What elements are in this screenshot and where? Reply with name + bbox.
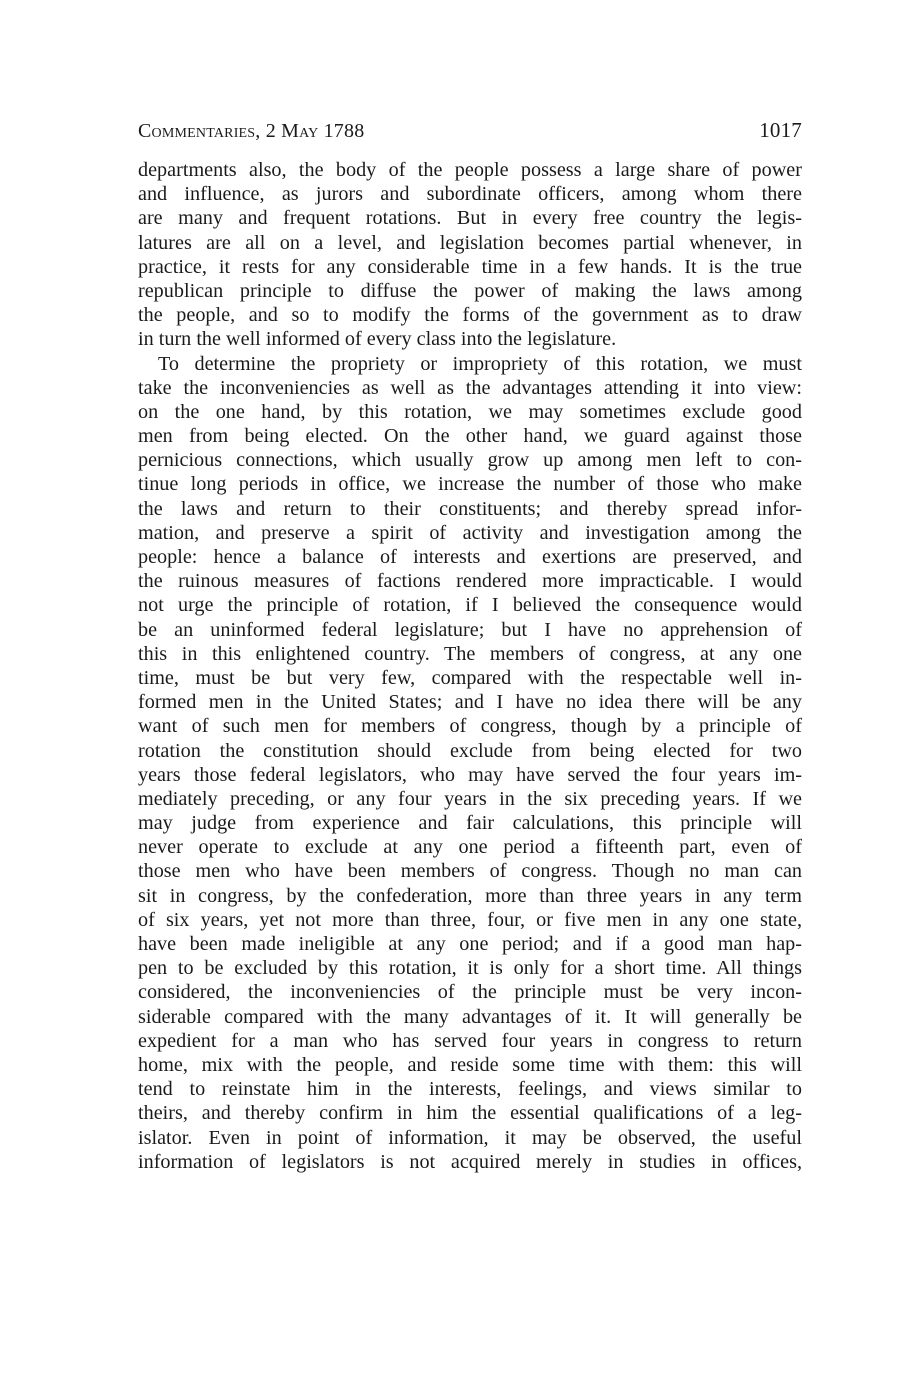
text-line: have been made ineligible at any one period; and if a good man hap- xyxy=(138,933,802,955)
text-line: pernicious connections, which usually grow up among men left to con- xyxy=(138,449,802,472)
text-line: people: hence a balance of interests and exertions are preserved, and xyxy=(138,546,802,568)
text-line: pen to be excluded by this rotation, it is only for a short time. All things xyxy=(138,957,802,980)
text-line: republican principle to diffuse the power of making the laws among xyxy=(138,279,802,302)
running-head-title: Commentaries, 2 May 1788 xyxy=(138,120,365,142)
text-line: the people, and so to modify the forms of the government as to draw xyxy=(138,304,802,327)
text-line: tinue long periods in office, we increase the number of those who make xyxy=(138,473,802,496)
text-line: islator. Even in point of information, it may be observed, the useful xyxy=(138,1126,802,1149)
text-line: departments also, the body of the people possess a large share of power xyxy=(138,159,802,181)
text-line: theirs, and thereby confirm in him the essential qualifications of a leg- xyxy=(138,1102,802,1125)
text-line: want of such men for members of congress, though by a principle of xyxy=(138,715,802,738)
text-line: mation, and preserve a spirit of activity and investigation among the xyxy=(138,521,802,544)
text-line: are many and frequent rotations. But in every free country the legis- xyxy=(138,207,802,230)
text-line: time, must be but very few, compared with the respectable well in- xyxy=(138,666,802,689)
text-line: sit in congress, by the confederation, more than three years in any term xyxy=(138,884,802,907)
text-line: tend to reinstate him in the interests, feelings, and views similar to xyxy=(138,1078,802,1101)
text-line: of six years, yet not more than three, four, or five men in any one state, xyxy=(138,908,802,931)
text-line: formed men in the United States; and I have no idea there will be any xyxy=(138,691,802,714)
text-line: never operate to exclude at any one period a fifteenth part, even of xyxy=(138,836,802,859)
text-line: take the inconveniencies as well as the advantages attending it into view: xyxy=(138,376,802,399)
text-line: expedient for a man who has served four years in congress to return xyxy=(138,1029,802,1052)
text-line: considered, the inconveniencies of the principle must be very incon- xyxy=(138,981,802,1004)
text-line: be an uninformed federal legislature; but I have no apprehension of xyxy=(138,618,802,641)
text-line: the laws and return to their constituents; and thereby spread infor- xyxy=(138,497,802,520)
text-line: on the one hand, by this rotation, we may sometimes exclude good xyxy=(138,400,802,423)
text-line: years those federal legislators, who may have served the four years im- xyxy=(138,763,802,786)
text-line: and influence, as jurors and subordinate officers, among whom there xyxy=(138,183,802,206)
text-line: siderable compared with the many advantages of it. It will generally be xyxy=(138,1005,802,1028)
paragraph-start-line: To determine the propriety or impropriety of this rotation, we must xyxy=(158,352,802,375)
text-line: latures are all on a level, and legislation becomes partial whenever, in xyxy=(138,231,802,254)
text-line: practice, it rests for any considerable time in a few hands. It is the true xyxy=(138,255,802,278)
text-line: rotation the constitution should exclude from being elected for two xyxy=(138,739,802,762)
text-line: men from being elected. On the other hand, we guard against those xyxy=(138,425,802,448)
text-line: in turn the well informed of every class into the legislature. xyxy=(138,328,617,351)
text-line: the ruinous measures of factions rendered more impracticable. I would xyxy=(138,570,802,593)
text-line: information of legislators is not acquired merely in studies in offices, xyxy=(138,1150,802,1173)
text-line: may judge from experience and fair calculations, this principle will xyxy=(138,812,802,835)
running-head xyxy=(138,118,802,158)
document-page xyxy=(138,118,802,1174)
text-line: this in this enlightened country. The members of congress, at any one xyxy=(138,642,802,665)
page-number: 1017 xyxy=(759,118,802,142)
text-line: mediately preceding, or any four years in the six preceding years. If we xyxy=(138,787,802,810)
body-text xyxy=(138,158,802,1174)
text-line: home, mix with the people, and reside some time with them: this will xyxy=(138,1053,802,1076)
text-line: not urge the principle of rotation, if I believed the consequence would xyxy=(138,594,802,617)
text-line: those men who have been members of congress. Though no man can xyxy=(138,860,802,883)
